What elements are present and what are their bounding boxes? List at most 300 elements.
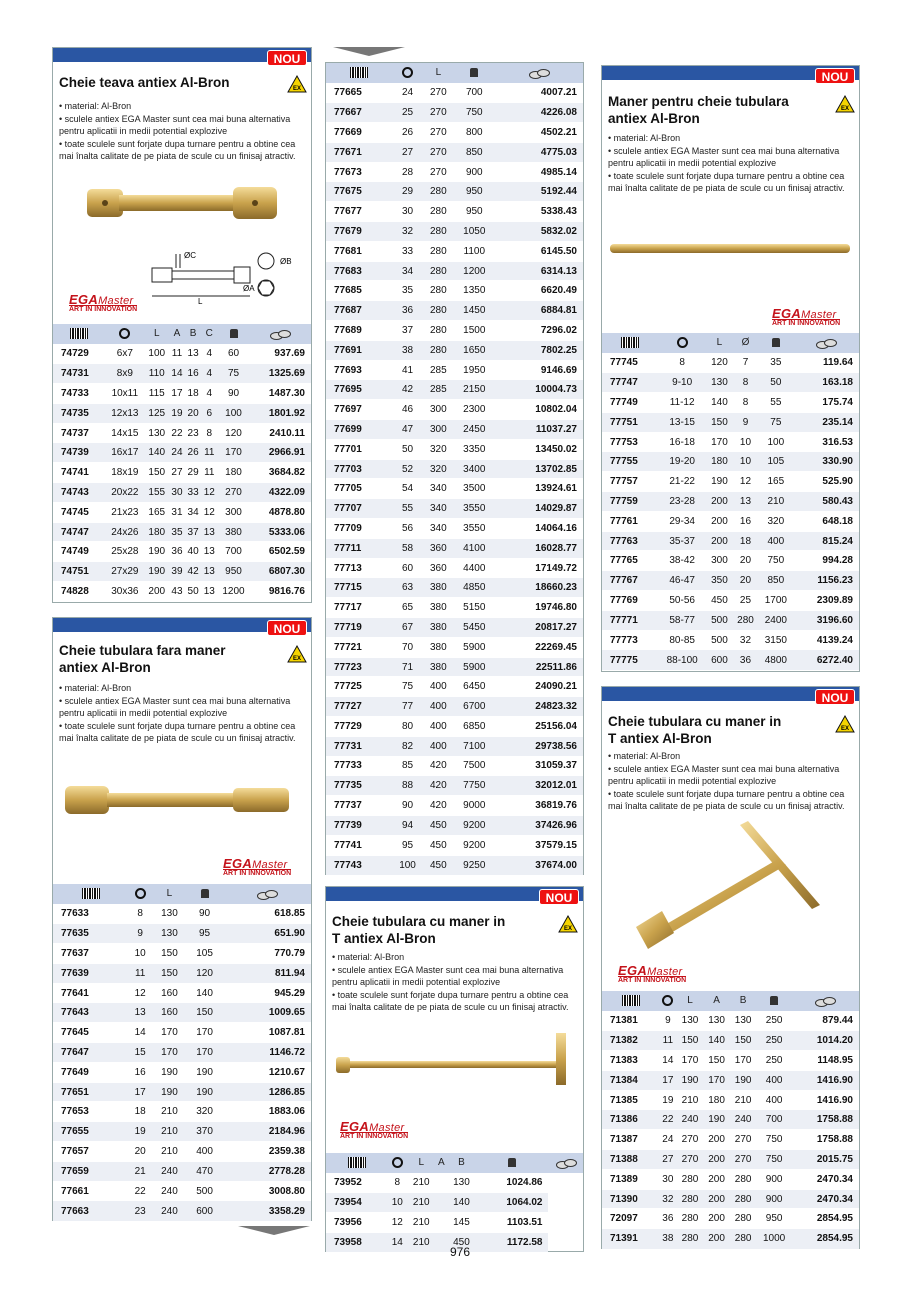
new-badge: NOU [539,889,579,905]
cell-value: 270 [677,1150,704,1170]
price: 1801.92 [250,403,311,423]
cell-value: 54 [392,479,423,499]
price: 13450.02 [495,439,583,459]
cell-value: 400 [423,736,454,756]
cell-value: 800 [454,123,495,143]
product-table [326,63,583,875]
svg-text:EX: EX [292,656,302,662]
cell-value: 12 [388,1213,407,1233]
product-code: 77705 [326,479,392,499]
cell-value: 90 [217,384,249,404]
cell-value: 29 [392,182,423,202]
cell-value: 10 [732,432,758,452]
col-weight-icon [756,991,791,1011]
cell-value: 120 [217,423,249,443]
cell-value: 140 [145,443,169,463]
cell-value: 280 [423,261,454,281]
cell-value: 15 [128,1043,151,1063]
table-row [326,697,583,717]
cell-value: 29 [185,463,201,483]
product-code: 77673 [326,162,392,182]
table-row [53,562,311,582]
price: 5832.02 [495,222,583,242]
cell-value: 5450 [454,618,495,638]
cell-value: 50 [759,373,794,393]
cell-value: 115 [145,384,169,404]
ex-warning-icon [558,915,578,933]
cell-value: 56 [392,519,423,539]
table-row [602,1070,859,1090]
cell-value: 140 [703,1031,730,1051]
price: 175.74 [793,393,859,413]
price: 13924.61 [495,479,583,499]
product-code: 77755 [602,452,658,472]
price: 6145.50 [495,241,583,261]
description-line: mai înalta calitate de pe piata de scule cu un finisaj atractiv. [332,1002,569,1013]
cell-value: 7750 [454,776,495,796]
cell-value: 60 [217,344,249,364]
cell-value: 170 [730,1051,757,1071]
price: 7802.25 [495,340,583,360]
cell-value: 340 [423,499,454,519]
product-code: 77761 [602,511,658,531]
cell-value: 2450 [454,420,495,440]
cell-value: 100 [759,432,794,452]
cell-value: 16 [732,511,758,531]
price: 20817.27 [495,618,583,638]
price: 4985.14 [495,162,583,182]
cell-value: 190 [152,1082,187,1102]
price: 2470.34 [792,1169,859,1189]
cell-value: 280 [730,1189,757,1209]
cell-value: 3400 [454,459,495,479]
cell-value: 2300 [454,400,495,420]
cell-value: 34 [185,502,201,522]
cell-value: 21-22 [658,472,707,492]
product-code: 77693 [326,360,392,380]
table-row [602,1150,859,1170]
cell-value: 850 [759,571,794,591]
price: 22269.45 [495,637,583,657]
price: 1148.95 [792,1051,859,1071]
cell-value: 22 [169,423,185,443]
ega-master-logo: EGAMaster ART IN INNOVATION [69,292,138,313]
product-code: 77695 [326,380,392,400]
cell-value: 190 [152,1062,187,1082]
cell-value: 280 [423,182,454,202]
table-row [326,162,583,182]
cell-value: 280 [730,1169,757,1189]
price: 18660.23 [495,578,583,598]
col-a: A [703,991,730,1011]
ega-master-logo: EGAMaster ART IN INNOVATION [223,856,292,877]
cell-value: 300 [706,551,732,571]
description-line: pentru aplicatii in medii potential explozive [59,126,228,137]
product-code: 77691 [326,340,392,360]
cell-value: 700 [454,83,495,103]
price: 994.28 [793,551,859,571]
cell-value: 170 [187,1043,222,1063]
cell-value: 26 [185,443,201,463]
cell-value: 600 [187,1201,222,1221]
cell-value: 450 [706,591,732,611]
cell-value: 9-10 [658,373,707,393]
price: 3358.29 [222,1201,311,1221]
cell-value: 20 [732,551,758,571]
cell-value: 3550 [454,499,495,519]
cell-value: 14 [128,1023,151,1043]
table-row [326,439,583,459]
cell-value: 80 [392,717,423,737]
cell-value: 47 [392,420,423,440]
table-row [602,630,859,650]
cell-value: 150 [152,944,187,964]
price: 4775.03 [495,142,583,162]
cell-value: 240 [152,1181,187,1201]
cell-value: 240 [677,1110,704,1130]
cell-value: 180 [706,452,732,472]
price: 330.90 [793,452,859,472]
cell-value: 24 [659,1130,677,1150]
description-line: • material: Al-Bron [59,101,132,111]
cell-value: 1000 [756,1229,791,1249]
cell-value: 120 [187,963,222,983]
cell-value: 12 [732,472,758,492]
cell-value: 1100 [454,241,495,261]
product-code: 74743 [53,483,105,503]
table-row [602,511,859,531]
cell-value: 450 [447,1232,476,1252]
table-row [326,519,583,539]
price: 1087.81 [222,1023,311,1043]
cell-value: 18x19 [105,463,145,483]
product-code: 77659 [53,1161,128,1181]
cell-value: 40 [185,542,201,562]
cell-value: 42 [185,562,201,582]
table-row [53,582,311,602]
table-row [602,492,859,512]
table-row [53,1023,311,1043]
cell-value: 60 [392,558,423,578]
cell-value: 27 [169,463,185,483]
cell-value: 21 [128,1161,151,1181]
cell-value: 32 [659,1189,677,1209]
cell-value: 14 [388,1232,407,1252]
product-code: 74751 [53,562,105,582]
new-badge: NOU [267,620,307,636]
price: 4502.21 [495,123,583,143]
cell-value: 65 [392,598,423,618]
cell-value: 150 [703,1051,730,1071]
col-code-icon [326,1153,388,1173]
table-row [53,944,311,964]
table-row [53,963,311,983]
cell-value: 70 [392,637,423,657]
cell-value: 26 [392,123,423,143]
cell-value: 35 [392,281,423,301]
price: 10802.04 [495,400,583,420]
product-code: 77711 [326,538,392,558]
cell-value: 5900 [454,637,495,657]
cell-value: 18 [732,531,758,551]
cell-value: 270 [217,483,249,503]
cell-value: 190 [145,542,169,562]
cell-value: 25x28 [105,542,145,562]
cell-value: 52 [392,459,423,479]
panel-cheie-tubulara-maner-t-small [325,886,584,1252]
cell-value: 90 [187,904,222,924]
cell-value: 360 [423,538,454,558]
description-line: mai înalta calitate de pe piata de scule cu un finisaj atractiv. [59,151,296,162]
product-code: 77663 [53,1201,128,1221]
table-row [602,432,859,452]
new-badge: NOU [815,68,855,84]
table-row [53,1181,311,1201]
product-code: 77697 [326,400,392,420]
price: 19746.80 [495,598,583,618]
product-code: 77767 [602,571,658,591]
cell-value: 130 [145,423,169,443]
product-code: 77709 [326,519,392,539]
cell-value: 750 [454,103,495,123]
product-code: 77759 [602,492,658,512]
price: 1325.69 [250,364,311,384]
product-code: 73952 [326,1173,388,1193]
cell-value: 200 [703,1130,730,1150]
table-row [326,1213,583,1233]
table-row [326,83,583,103]
table-row [326,815,583,835]
cell-value: 280 [730,1209,757,1229]
cell-value: 82 [392,736,423,756]
price: 4322.09 [250,483,311,503]
product-code: 77751 [602,412,658,432]
col-c: C [201,324,217,344]
col-code-icon [53,884,128,904]
table-row [326,1173,583,1193]
cell-value: 250 [756,1011,791,1031]
svg-text:EX: EX [840,726,850,732]
description-line: mai înalta calitate de pe piata de scule cu un finisaj atractiv. [59,733,296,744]
product-code: 77637 [53,944,128,964]
price: 651.90 [222,924,311,944]
product-code: 71386 [602,1110,659,1130]
price: 235.14 [793,412,859,432]
description-line: • material: Al-Bron [332,952,405,962]
description-line: pentru aplicatii in medii potential explozive [332,977,501,988]
description-line: • material: Al-Bron [608,751,681,761]
product-image [336,1029,576,1089]
price: 3008.80 [222,1181,311,1201]
price: 9816.76 [250,582,311,602]
cell-value: 37 [185,522,201,542]
cell-value: 9000 [454,796,495,816]
cell-value: 10 [128,944,151,964]
cell-value: 380 [423,598,454,618]
table-row [326,637,583,657]
cell-value: 38 [659,1229,677,1249]
table-row [53,463,311,483]
product-description [59,682,295,745]
price: 14029.87 [495,499,583,519]
product-code: 74745 [53,502,105,522]
cell-value: 8 [201,423,217,443]
cell-value: 30 [169,483,185,503]
ex-warning-icon [835,95,855,113]
col-l: L [677,991,704,1011]
col-l: L [706,333,732,353]
product-code: 77683 [326,261,392,281]
product-code: 77661 [53,1181,128,1201]
cell-value: 14 [659,1051,677,1071]
table-row [326,736,583,756]
price: 163.18 [793,373,859,393]
price: 119.64 [793,353,859,373]
cell-value: 270 [423,83,454,103]
cell-value: 210 [407,1213,436,1233]
cell-value: 6700 [454,697,495,717]
product-code: 77699 [326,420,392,440]
cell-value: 38-42 [658,551,707,571]
table-row [326,578,583,598]
product-code: 77649 [53,1062,128,1082]
product-code: 77689 [326,321,392,341]
description-line: • sculele antiex EGA Master sunt cea mai buna alternativa [608,145,840,156]
product-code: 77687 [326,301,392,321]
cell-value: 190 [187,1062,222,1082]
table-row [53,344,311,364]
price: 2309.89 [793,591,859,611]
cell-value: 63 [392,578,423,598]
col-weight-icon [476,1153,549,1173]
cell-value: 380 [423,578,454,598]
panel-cheie-tubulara-maner-t [601,686,860,1249]
table-row [602,1110,859,1130]
table-row [326,558,583,578]
product-code: 77733 [326,756,392,776]
cell-value: 270 [677,1130,704,1150]
table-row [53,364,311,384]
cell-value: 200 [703,1229,730,1249]
cell-value: 28 [392,162,423,182]
price: 6620.49 [495,281,583,301]
cell-value: 13 [201,522,217,542]
cell-value: 900 [756,1169,791,1189]
col-code-icon [53,324,105,344]
cell-value: 35 [759,353,794,373]
cell-value: 170 [152,1023,187,1043]
cell-value: 77 [392,697,423,717]
table-row [602,412,859,432]
product-code: 77655 [53,1122,128,1142]
cell-value: 285 [423,360,454,380]
cell-value: 210 [152,1122,187,1142]
cell-value: 2400 [759,610,794,630]
cell-value: 250 [756,1031,791,1051]
price: 16028.77 [495,538,583,558]
cell-value: 400 [423,717,454,737]
table-row [326,142,583,162]
cell-value: 30 [659,1169,677,1189]
table-row [53,1122,311,1142]
product-image [83,183,283,227]
product-code: 77725 [326,677,392,697]
cell-value: 31 [169,502,185,522]
price: 11037.27 [495,420,583,440]
price: 1883.06 [222,1102,311,1122]
cell-value: 4400 [454,558,495,578]
table-row [602,650,859,670]
product-description [608,750,844,813]
table-row [326,835,583,855]
cell-value: 285 [423,380,454,400]
cell-value: 35 [169,522,185,542]
cell-value: 36 [659,1209,677,1229]
cell-value: 27 [659,1150,677,1170]
product-code: 77639 [53,963,128,983]
table-row [53,403,311,423]
cell-value: 20 [732,571,758,591]
price: 2359.38 [222,1142,311,1162]
cell-value: 950 [454,182,495,202]
cell-value: 210 [407,1173,436,1193]
cell-value: 33 [392,241,423,261]
cell-value: 470 [187,1161,222,1181]
cell-value: 300 [423,420,454,440]
col-l: L [407,1153,436,1173]
continue-arrow-bottom [238,1226,310,1235]
product-code: 71390 [602,1189,659,1209]
cell-value: 155 [145,483,169,503]
cell-value: 280 [732,610,758,630]
cell-value: 150 [152,963,187,983]
price: 5333.06 [250,522,311,542]
cell-value: 6450 [454,677,495,697]
product-code: 77633 [53,904,128,924]
col-l: L [152,884,187,904]
table-row [326,261,583,281]
product-code: 77669 [326,123,392,143]
table-row [602,353,859,373]
cell-value [436,1232,447,1252]
table-row [53,983,311,1003]
col-a: A [169,324,185,344]
price: 1103.51 [476,1213,549,1233]
cell-value: 13 [201,562,217,582]
table-row [326,657,583,677]
price: 815.24 [793,531,859,551]
price: 1487.30 [250,384,311,404]
description-line: • toate sculele sunt forjate dupa turnare pentru a obtine cea [608,788,845,799]
cell-value: 380 [217,522,249,542]
cell-value: 4850 [454,578,495,598]
cell-value: 10x11 [105,384,145,404]
price: 37579.15 [495,835,583,855]
table-row [326,1193,583,1213]
cell-value: 16x17 [105,443,145,463]
cell-value: 160 [152,1003,187,1023]
table-row [53,1062,311,1082]
cell-value: 43 [169,582,185,602]
cell-value: 58 [392,538,423,558]
cell-value: 450 [423,835,454,855]
cell-value: 280 [423,340,454,360]
price: 1014.20 [792,1031,859,1051]
cell-value: 190 [706,472,732,492]
product-table [602,991,859,1249]
table-row [602,373,859,393]
price: 4139.24 [793,630,859,650]
